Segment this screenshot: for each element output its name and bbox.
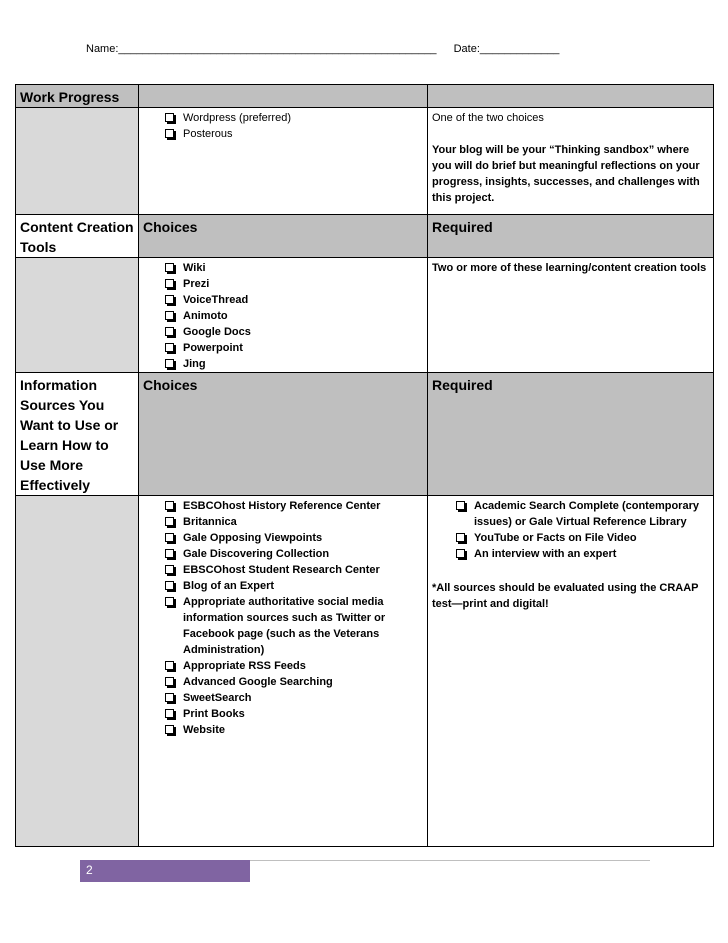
work-progress-required-note bbox=[432, 108, 709, 206]
checklist-item-label: Appropriate authoritative social media information sources such as Twitter or Facebook page (such as the Veterans Administration) bbox=[183, 596, 386, 656]
checklist-item-label: Website bbox=[183, 724, 225, 736]
checkbox-icon bbox=[456, 533, 465, 542]
checkbox-icon bbox=[165, 517, 174, 526]
checkbox-icon bbox=[456, 501, 465, 510]
checklist-item bbox=[165, 706, 423, 722]
info-sources-header-row bbox=[16, 373, 714, 496]
checklist-item bbox=[165, 658, 423, 674]
checklist-item bbox=[165, 722, 423, 738]
checkbox-icon bbox=[165, 549, 174, 558]
page-number-bar bbox=[80, 860, 250, 882]
page-number: 2 bbox=[86, 863, 93, 877]
checklist-item bbox=[165, 578, 423, 594]
checklist-item-label: Animoto bbox=[183, 310, 228, 322]
checklist-item-label: Posterous bbox=[183, 128, 233, 140]
date-field-label: Date:_____________ bbox=[453, 43, 560, 55]
checklist-item-label: ESBCOhost History Reference Center bbox=[183, 500, 381, 512]
info-sources-choices-cell bbox=[139, 496, 428, 847]
checkbox-icon bbox=[165, 565, 174, 574]
checkbox-icon bbox=[165, 693, 174, 702]
work-progress-title: Work Progress bbox=[16, 85, 139, 108]
checklist-item bbox=[165, 674, 423, 690]
checklist-item bbox=[165, 276, 423, 292]
checklist-item bbox=[165, 498, 423, 514]
header-line bbox=[86, 43, 559, 55]
checkbox-icon bbox=[165, 501, 174, 510]
content-tools-required-header: Required bbox=[428, 215, 714, 258]
info-sources-side-cell bbox=[16, 496, 139, 847]
checklist-item-label: Academic Search Complete (contemporary issues) or Gale Virtual Reference Library bbox=[474, 500, 699, 528]
checklist-item-label: Gale Discovering Collection bbox=[183, 548, 330, 560]
checklist-item-label: Wiki bbox=[183, 262, 206, 274]
work-progress-content-row bbox=[16, 108, 714, 215]
checkbox-icon bbox=[165, 129, 174, 138]
checkbox-icon bbox=[456, 549, 465, 558]
checkbox-icon bbox=[165, 533, 174, 542]
content-tools-choices-list bbox=[143, 258, 423, 372]
checkbox-icon bbox=[165, 597, 174, 606]
work-progress-header-blank-3 bbox=[428, 85, 714, 108]
checklist-item-label: Wordpress (preferred) bbox=[183, 112, 291, 124]
checkbox-icon bbox=[165, 359, 174, 368]
checkbox-icon bbox=[165, 295, 174, 304]
checklist-item bbox=[456, 498, 709, 530]
content-tools-title: Content Creation Tools bbox=[16, 215, 139, 258]
checklist-item bbox=[165, 126, 423, 142]
checklist-item bbox=[165, 356, 423, 372]
checklist-item bbox=[165, 514, 423, 530]
work-progress-header-row bbox=[16, 85, 714, 108]
work-progress-header-blank-2 bbox=[139, 85, 428, 108]
checklist-item-label: Powerpoint bbox=[183, 342, 243, 354]
checklist-item bbox=[165, 594, 423, 658]
footer-divider bbox=[250, 860, 650, 861]
info-sources-choices-header: Choices bbox=[139, 373, 428, 496]
checklist-item bbox=[165, 690, 423, 706]
checklist-item-label: EBSCOhost Student Research Center bbox=[183, 564, 380, 576]
checklist-item-label: An interview with an expert bbox=[474, 548, 617, 560]
checkbox-icon bbox=[165, 279, 174, 288]
work-progress-required-cell bbox=[428, 108, 714, 215]
checklist-item bbox=[456, 530, 709, 546]
checklist-item bbox=[165, 324, 423, 340]
name-field-label: Name:____________________________________________________ bbox=[86, 43, 437, 55]
checklist-item-label: YouTube or Facts on File Video bbox=[474, 532, 637, 544]
checklist-item-label: Appropriate RSS Feeds bbox=[183, 660, 306, 672]
checkbox-icon bbox=[165, 709, 174, 718]
checkbox-icon bbox=[165, 677, 174, 686]
checklist-item-label: Blog of an Expert bbox=[183, 580, 275, 592]
work-progress-choices-list bbox=[143, 108, 423, 142]
info-sources-content-row bbox=[16, 496, 714, 847]
checkbox-icon bbox=[165, 263, 174, 272]
info-sources-required-header: Required bbox=[428, 373, 714, 496]
checkbox-icon bbox=[165, 343, 174, 352]
work-progress-required-line1: One of the two choices bbox=[432, 112, 544, 124]
info-sources-required-cell bbox=[428, 496, 714, 847]
checkbox-icon bbox=[165, 581, 174, 590]
checklist-item bbox=[165, 308, 423, 324]
work-progress-required-line2: Your blog will be your “Thinking sandbox” where you will do brief but meaningful reflections on your progress, insights, successes, and challenges with this project. bbox=[432, 144, 700, 204]
work-progress-choices-cell bbox=[139, 108, 428, 215]
checkbox-icon bbox=[165, 113, 174, 122]
checklist-item bbox=[165, 110, 423, 126]
info-sources-title: Information Sources You Want to Use or Learn How to Use More Effectively bbox=[16, 373, 139, 496]
content-tools-side-cell bbox=[16, 258, 139, 373]
checklist-item bbox=[165, 292, 423, 308]
project-requirements-table bbox=[15, 84, 714, 847]
info-sources-required-note: *All sources should be evaluated using the CRAAP test—print and digital! bbox=[432, 582, 699, 610]
checklist-item bbox=[456, 546, 709, 562]
checkbox-icon bbox=[165, 327, 174, 336]
checklist-item-label: Prezi bbox=[183, 278, 210, 290]
content-tools-content-row bbox=[16, 258, 714, 373]
checklist-item bbox=[165, 530, 423, 546]
checklist-item-label: SweetSearch bbox=[183, 692, 252, 704]
content-tools-choices-cell bbox=[139, 258, 428, 373]
content-tools-choices-header: Choices bbox=[139, 215, 428, 258]
content-tools-required-text: Two or more of these learning/content creation tools bbox=[432, 262, 707, 274]
checklist-item-label: Print Books bbox=[183, 708, 245, 720]
checklist-item-label: Advanced Google Searching bbox=[183, 676, 333, 688]
checkbox-icon bbox=[165, 661, 174, 670]
content-tools-required-cell bbox=[428, 258, 714, 373]
checklist-item bbox=[165, 562, 423, 578]
checklist-item-label: Google Docs bbox=[183, 326, 251, 338]
checklist-item-label: VoiceThread bbox=[183, 294, 249, 306]
info-sources-required-list bbox=[432, 496, 709, 562]
info-sources-choices-list bbox=[143, 496, 423, 738]
checklist-item-label: Jing bbox=[183, 358, 206, 370]
checklist-item bbox=[165, 340, 423, 356]
checklist-item bbox=[165, 260, 423, 276]
checklist-item bbox=[165, 546, 423, 562]
work-progress-side-cell bbox=[16, 108, 139, 215]
content-tools-header-row bbox=[16, 215, 714, 258]
checklist-item-label: Britannica bbox=[183, 516, 237, 528]
checkbox-icon bbox=[165, 725, 174, 734]
checklist-item-label: Gale Opposing Viewpoints bbox=[183, 532, 323, 544]
checkbox-icon bbox=[165, 311, 174, 320]
